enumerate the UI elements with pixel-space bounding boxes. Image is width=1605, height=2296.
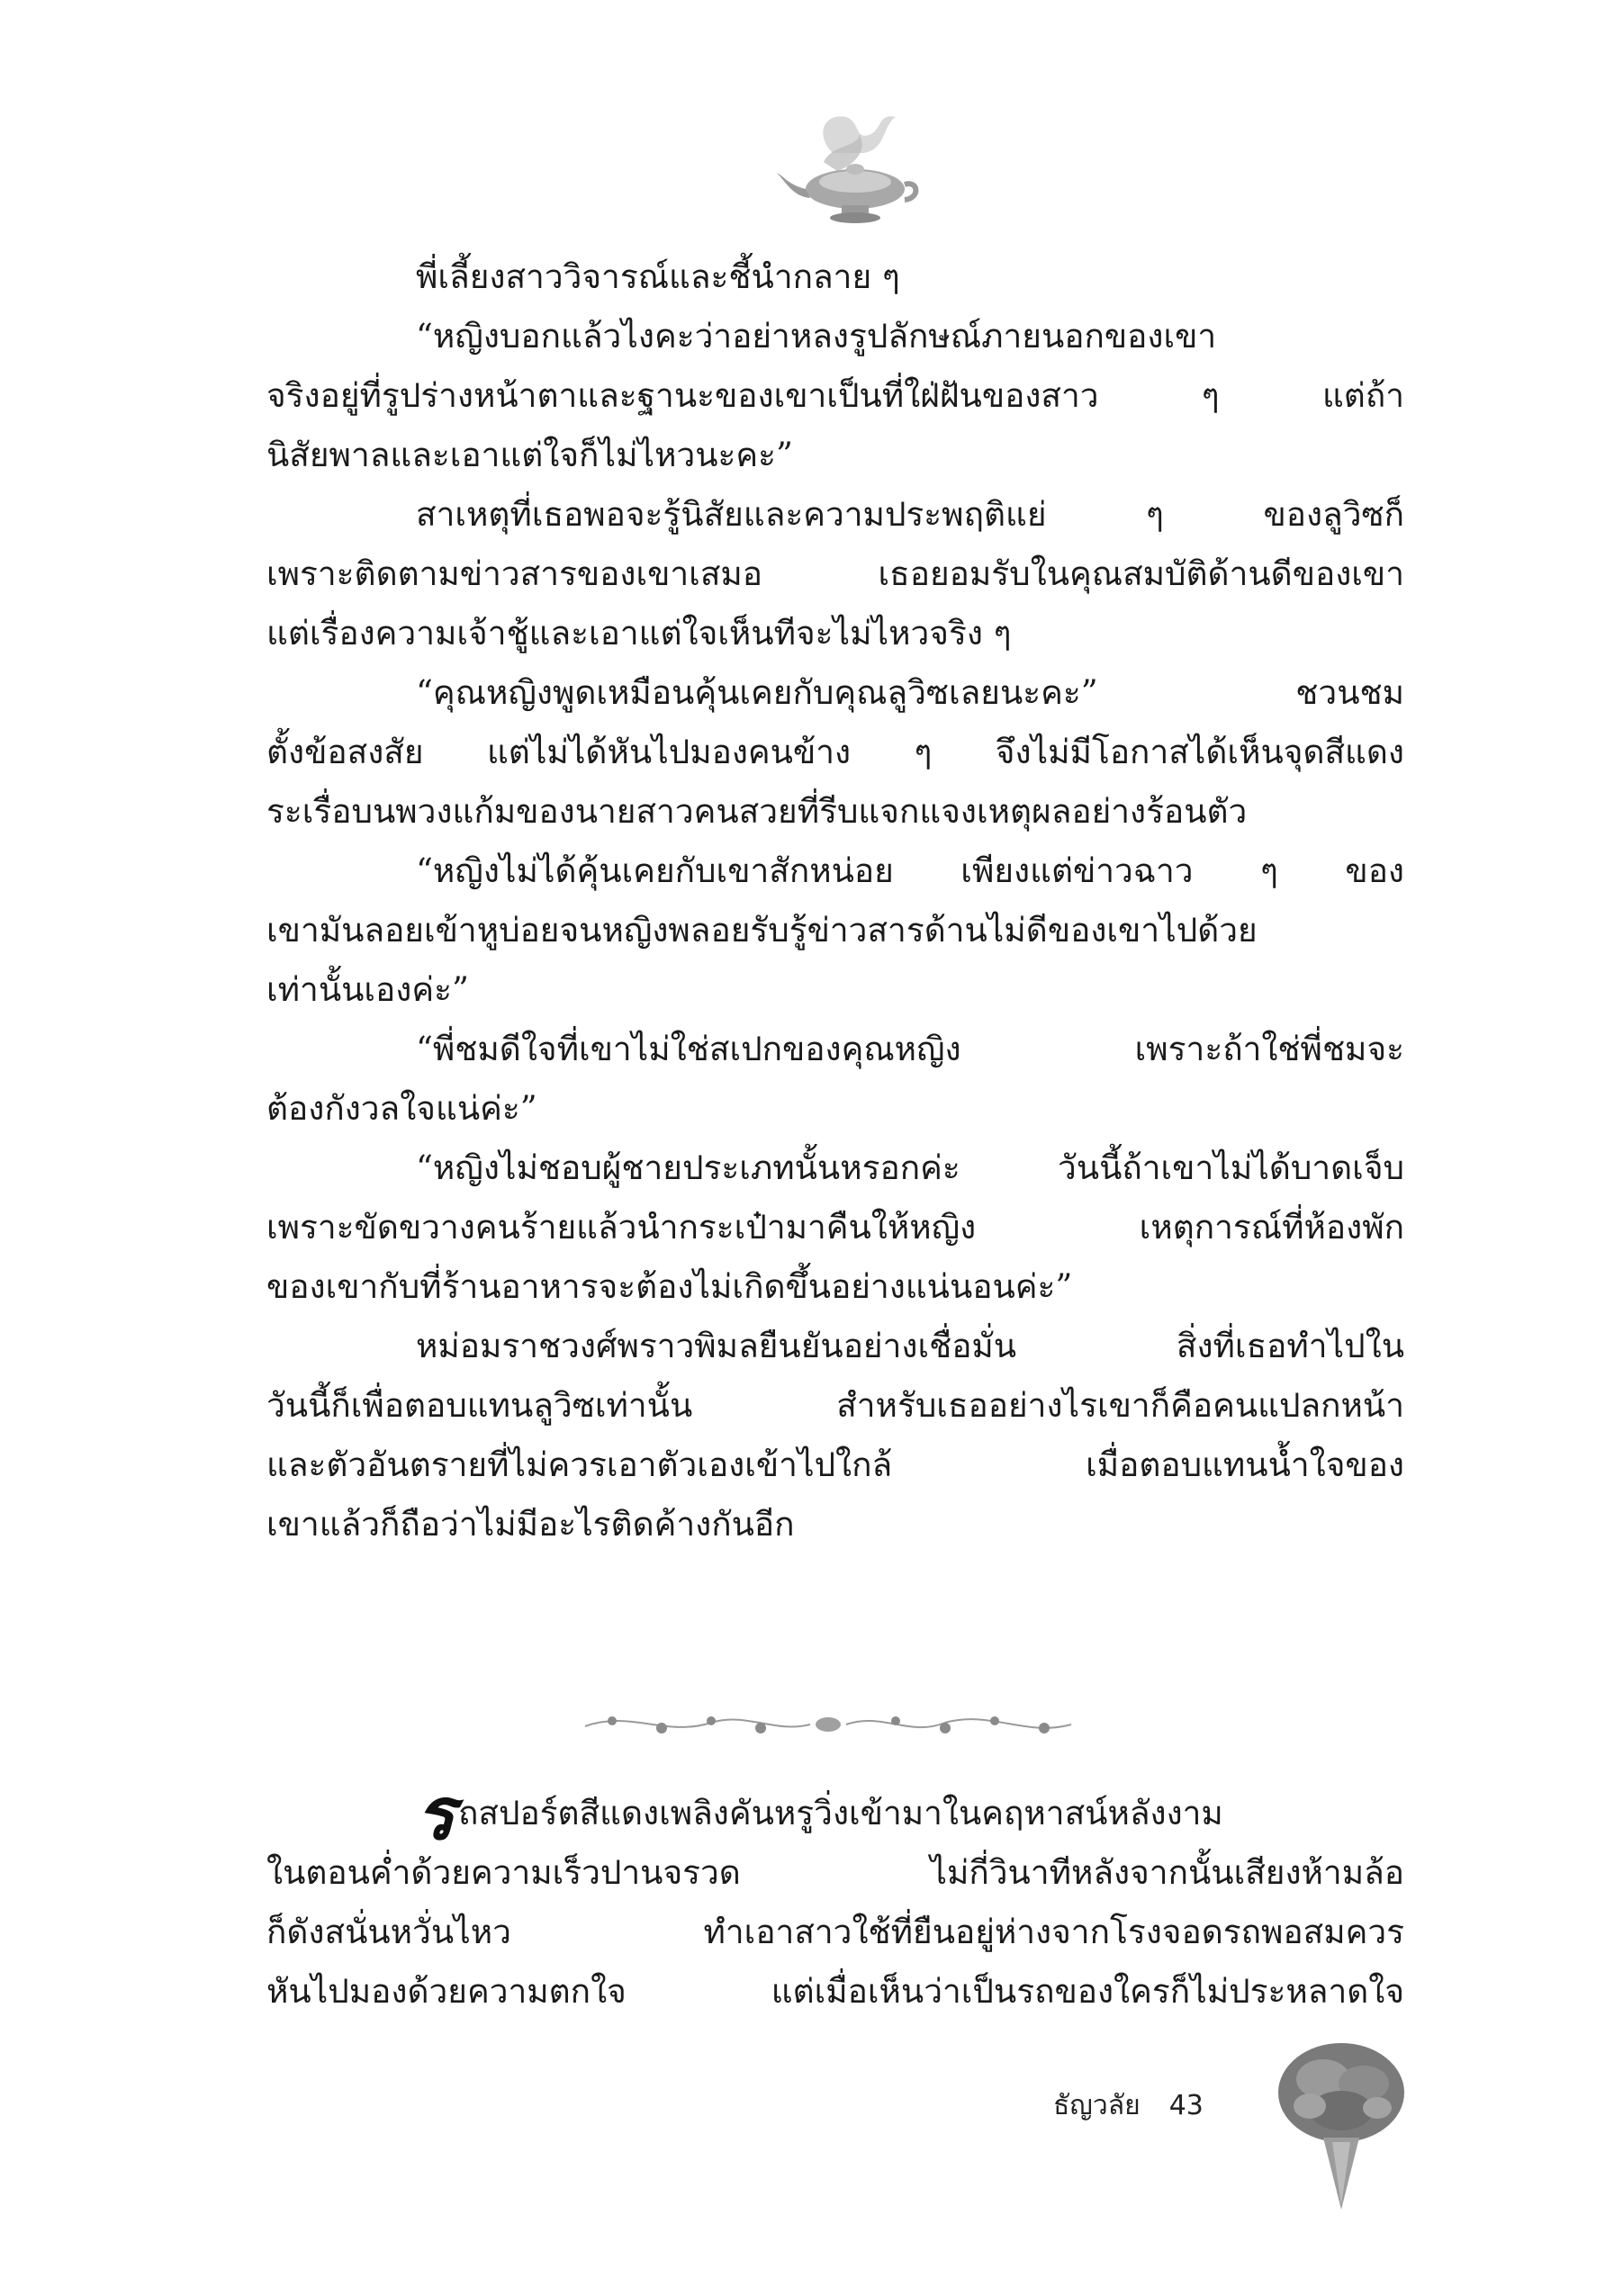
main-text-section xyxy=(266,248,1404,1554)
text-line: เขามันลอยเข้าหูบ่อยจนหญิงพลอยรับรู้ข่าวสารด้านไม่ดีของเขาไปด้วย xyxy=(266,911,1258,950)
genie-lamp-icon xyxy=(770,99,923,234)
text-line: หม่อมราชวงศ์พราวพิมลยืนยันอย่างเชื่อมั่น สิ่งที่เธอทำไปใน xyxy=(416,1327,1404,1365)
text-line: ระเรื่อบนพวงแก้มของนายสาวคนสวยที่รีบแจกแจงเหตุผลอย่างร้อนตัว xyxy=(266,792,1248,831)
text-line: “หญิงบอกแล้วไงคะว่าอย่าหลงรูปลักษณ์ภายนอกของเขา xyxy=(416,317,1217,356)
text-line: นิสัยพาลและเอาแต่ใจก็ไม่ไหวนะคะ” xyxy=(266,436,793,474)
text-line: ตั้งข้อสงสัย แต่ไม่ได้หันไปมองคนข้าง ๆ จึงไม่มีโอกาสได้เห็นจุดสีแดง xyxy=(266,733,1404,771)
text-line: “คุณหญิงพูดเหมือนคุ้นเคยกับคุณลูวิซเลยนะคะ” ชวนชม xyxy=(416,673,1404,712)
text-line: วันนี้ก็เพื่อตอบแทนลูวิซเท่านั้น สำหรับเธออย่างไรเขาก็คือคนแปลกหน้า xyxy=(266,1386,1404,1425)
flower-bouquet-icon xyxy=(1269,2025,1413,2223)
text-line: “หญิงไม่ได้คุ้นเคยกับเขาสักหน่อย เพียงแต่ข่าวฉาว ๆ ของ xyxy=(416,851,1404,890)
text-line: ต้องกังวลใจแน่ค่ะ” xyxy=(266,1089,537,1128)
text-line-content: ถสปอร์ตสีแดงเพลิงคันหรูวิ่งเข้ามาในคฤหาสน์หลังงาม xyxy=(457,1794,1223,1832)
author-name: ธัญวลัย xyxy=(1053,2090,1141,2121)
text-line: สาเหตุที่เธอพอจะรู้นิสัยและความประพฤติแย่ ๆ ของลูวิซก็ xyxy=(416,495,1404,534)
text-line: ในตอนค่ำด้วยความเร็วปานจรวด ไม่กี่วินาทีหลังจากนั้นเสียงห้ามล้อ xyxy=(266,1853,1404,1892)
text-line: เขาแล้วก็ถือว่าไม่มีอะไรติดค้างกันอีก xyxy=(266,1505,795,1544)
text-line: ของเขากับที่ร้านอาหารจะต้องไม่เกิดขึ้นอย่างแน่นอนค่ะ” xyxy=(266,1267,1073,1306)
text-line: เพราะขัดขวางคนร้ายแล้วนำกระเป๋ามาคืนให้หญิง เหตุการณ์ที่ห้องพัก xyxy=(266,1208,1404,1247)
page-footer xyxy=(1053,2084,1204,2129)
drop-cap: ร xyxy=(416,1784,455,1843)
second-text-section xyxy=(266,1784,1404,2021)
text-line: เพราะติดตามข่าวสารของเขาเสมอ เธอยอมรับในคุณสมบัติด้านดีของเขา xyxy=(266,554,1404,593)
floral-divider-icon xyxy=(576,1701,1080,1746)
text-line: แต่เรื่องความเจ้าชู้และเอาแต่ใจเห็นทีจะไม่ไหวจริง ๆ xyxy=(266,614,1012,653)
text-line: พี่เลี้ยงสาววิจารณ์และชี้นำกลาย ๆ xyxy=(416,257,900,296)
text-line: จริงอยู่ที่รูปร่างหน้าตาและฐานะของเขาเป็นที่ใฝ่ฝันของสาว ๆ แต่ถ้า xyxy=(266,376,1404,415)
text-line: เท่านั้นเองค่ะ” xyxy=(266,970,469,1009)
text-line: หันไปมองด้วยความตกใจ แต่เมื่อเห็นว่าเป็นรถของใครก็ไม่ประหลาดใจ xyxy=(266,1972,1404,2011)
text-line: “พี่ชมดีใจที่เขาไม่ใช่สเปกของคุณหญิง เพราะถ้าใช่พี่ชมจะ xyxy=(416,1030,1404,1068)
text-line: และตัวอันตรายที่ไม่ควรเอาตัวเองเข้าไปใกล้ เมื่อตอบแทนน้ำใจของ xyxy=(266,1445,1404,1484)
text-line xyxy=(266,1784,1404,1843)
text-line: “หญิงไม่ชอบผู้ชายประเภทนั้นหรอกค่ะ วันนี้ถ้าเขาไม่ได้บาดเจ็บ xyxy=(416,1148,1404,1187)
page-number: 43 xyxy=(1168,2090,1204,2121)
text-line: ก็ดังสนั่นหวั่นไหว ทำเอาสาวใช้ที่ยืนอยู่ห่างจากโรงจอดรถพอสมควร xyxy=(266,1913,1404,1951)
